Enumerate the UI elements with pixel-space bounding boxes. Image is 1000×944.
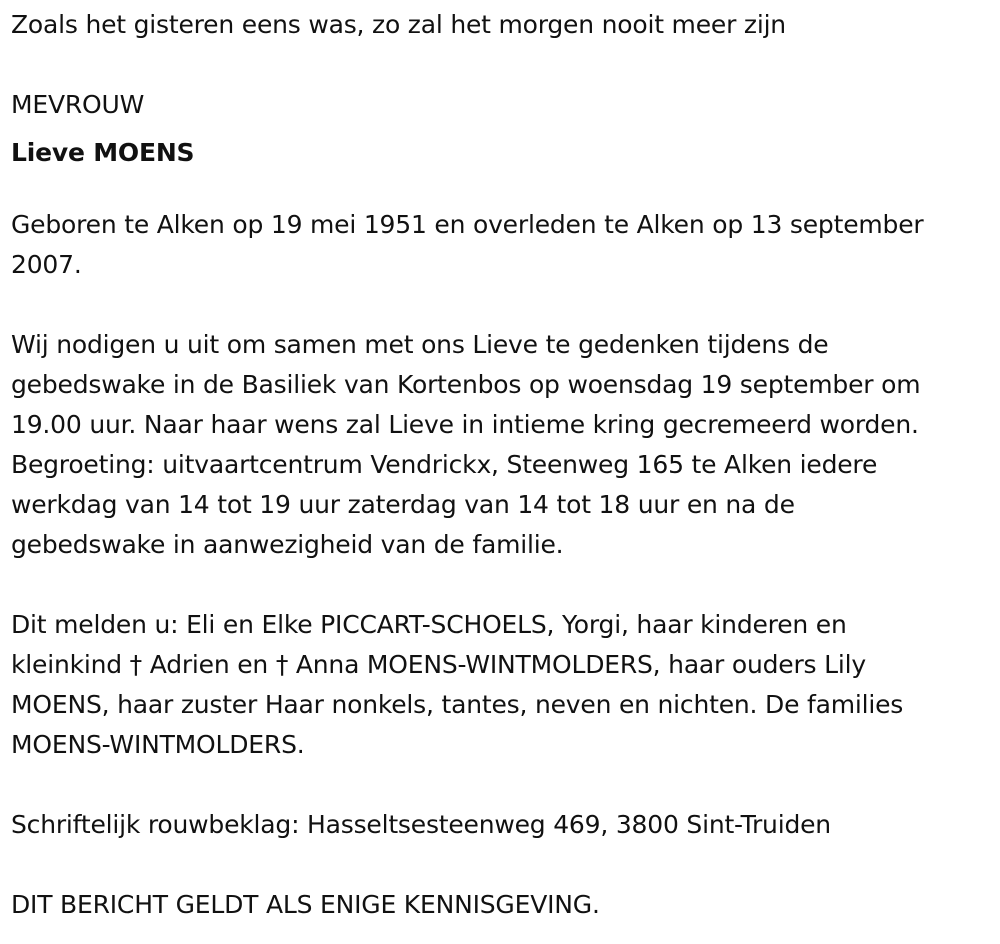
spacer	[11, 173, 996, 205]
death-notice	[11, 0, 996, 925]
paragraph-line: gebedswake in aanwezigheid van de familie.	[11, 530, 564, 559]
paragraph-line: MOENS-WINTMOLDERS.	[11, 730, 305, 759]
spacer	[11, 845, 996, 885]
condolence-address: Schriftelijk rouwbeklag: Hasseltsesteenweg 469, 3800 Sint-Truiden	[11, 810, 831, 839]
paragraph-line: MOENS, haar zuster Haar nonkels, tantes, neven en nichten. De families	[11, 690, 904, 719]
paragraph-line: kleinkind † Adrien en † Anna MOENS-WINTMOLDERS, haar ouders Lily	[11, 650, 866, 679]
spacer	[11, 45, 996, 85]
paragraph-line: 2007.	[11, 250, 82, 279]
family-paragraph	[11, 605, 996, 765]
spacer	[11, 285, 996, 325]
paragraph-line: Begroeting: uitvaartcentrum Vendrickx, Steenweg 165 te Alken iedere	[11, 450, 878, 479]
paragraph-line: Dit melden u: Eli en Elke PICCART-SCHOELS, Yorgi, haar kinderen en	[11, 610, 847, 639]
paragraph-line: Wij nodigen u uit om samen met ons Lieve te gedenken tijdens de	[11, 330, 829, 359]
paragraph-line: Geboren te Alken op 19 mei 1951 en overleden te Alken op 13 september	[11, 210, 924, 239]
paragraph-line: gebedswake in de Basiliek van Kortenbos op woensdag 19 september om	[11, 370, 921, 399]
spacer	[11, 765, 996, 805]
paragraph-line: werkdag van 14 tot 19 uur zaterdag van 14 tot 18 uur en na de	[11, 490, 795, 519]
closing-statement: DIT BERICHT GELDT ALS ENIGE KENNISGEVING.	[11, 890, 600, 919]
invitation-paragraph	[11, 325, 996, 565]
salutation: MEVROUW	[11, 90, 145, 119]
deceased-name: Lieve MOENS	[11, 138, 195, 167]
birth-death-paragraph	[11, 205, 996, 285]
spacer	[11, 565, 996, 605]
motto: Zoals het gisteren eens was, zo zal het morgen nooit meer zijn	[11, 10, 786, 39]
paragraph-line: 19.00 uur. Naar haar wens zal Lieve in intieme kring gecremeerd worden.	[11, 410, 919, 439]
